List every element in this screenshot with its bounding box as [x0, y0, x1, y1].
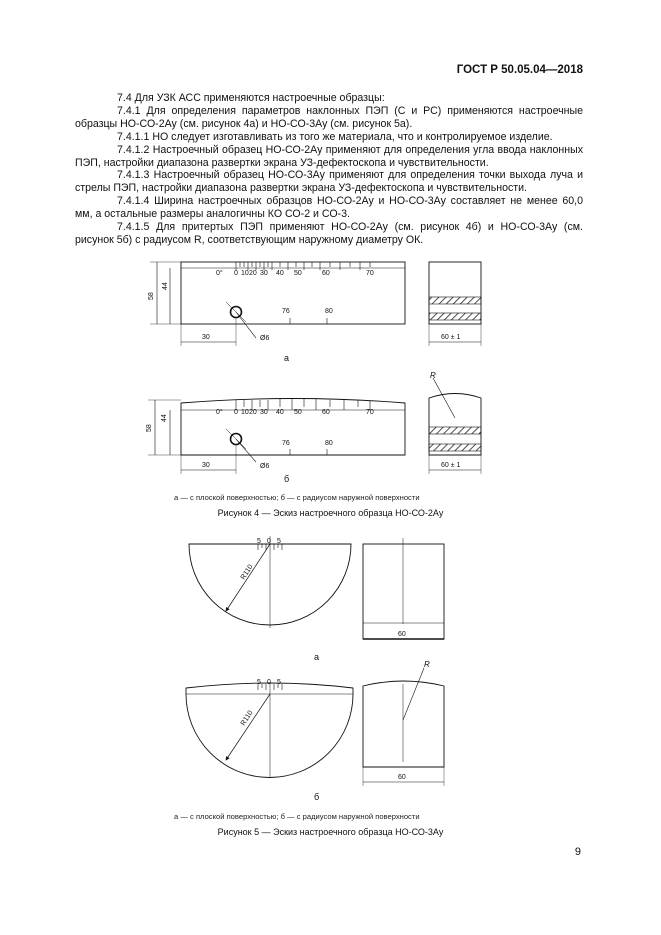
radius-label: R — [430, 371, 436, 380]
figure5a-labels — [240, 538, 406, 662]
paragraph: 7.4 Для УЗК АСС применяются настроечные образцы: — [117, 92, 385, 104]
figure4-note: а — с плоской поверхностью; б — с радиусом наружной поверхности — [174, 493, 420, 502]
dim-width: 60 — [398, 774, 406, 781]
figure-label-a: а — [314, 652, 320, 662]
scale-label: 0° — [216, 270, 223, 277]
scale-label: 5 — [257, 679, 261, 686]
scale-label: 0° — [216, 409, 223, 416]
scale-label: 60 — [322, 409, 330, 416]
dim-width: 60 — [398, 631, 406, 638]
scale-label: 20 — [249, 409, 257, 416]
scale-label: 30 — [260, 409, 268, 416]
paragraph: 7.4.1.4 Ширина настроечных образцов НО-СО-2Ау и НО-СО-3Ау составляет не менее 60,0 мм, а остальные размеры аналогичны КО СО-2 и СО-3. — [75, 195, 583, 221]
dim-height-inner: 44 — [162, 282, 169, 290]
figure5-note: а — с плоской поверхностью; б — с радиусом наружной поверхности — [174, 812, 420, 821]
paragraph: 7.4.1.2 Настроечный образец НО-СО-2Ау применяют для определения угла ввода наклонных ПЭП, настройки диапазона развертки экрана УЗ-дефектоскопа и чувствительности. — [75, 143, 583, 169]
scale-label: 70 — [366, 409, 374, 416]
scale-label: 70 — [366, 270, 374, 277]
dim-width: 60 ± 1 — [441, 462, 461, 469]
scale-label: 76 — [282, 308, 290, 315]
paragraph: 7.4.1.3 Настроечный образец НО-СО-3Ау применяют для определения точки выхода луча и стрелы ПЭП, настройки диапазона развертки экрана УЗ-дефектоскопа и чувствительности. — [75, 169, 583, 195]
scale-label: 5 — [277, 538, 281, 545]
dim-width: 60 ± 1 — [441, 334, 461, 341]
figure4b-drawing — [148, 378, 481, 474]
figure4a-labels — [148, 269, 461, 363]
dim-length: 30 — [202, 334, 210, 341]
scale-label: 40 — [276, 270, 284, 277]
paragraph: 7.4.1 Для определения параметров наклонных ПЭП (С и РС) применяются настроечные образцы НО-СО-2Ау (см. рисунок 4а) и НО-СО-3Ау (см. рисунок 5а). — [75, 104, 583, 130]
figure4b-labels — [146, 371, 461, 484]
scale-label: 5 — [257, 538, 261, 545]
scale-label: 0 — [267, 538, 271, 545]
scale-label: 60 — [322, 270, 330, 277]
figure-label-b: б — [284, 474, 290, 484]
figure-label-a: а — [284, 353, 290, 363]
scale-label: 76 — [282, 440, 290, 447]
scale-label: 50 — [294, 270, 302, 277]
dim-radius: R110 — [239, 563, 255, 582]
dim-hole: Ø6 — [260, 335, 270, 342]
scale-label: 10 — [241, 270, 249, 277]
dim-height-inner: 44 — [161, 414, 168, 422]
scale-label: 10 — [241, 409, 249, 416]
scale-label: 0 — [234, 270, 238, 277]
dim-height-outer: 58 — [148, 292, 155, 300]
dim-height-outer: 58 — [146, 424, 153, 432]
scale-label: 0 — [234, 409, 238, 416]
dim-radius: R110 — [239, 709, 255, 728]
figure5-caption: Рисунок 5 — Эскиз настроечного образца НО-СО-3Ау — [217, 827, 444, 837]
scale-label: 50 — [294, 409, 302, 416]
paragraph: 7.4.1.5 Для притертых ПЭП применяют НО-СО-2Ау (см. рисунок 4б) и НО-СО-3Ау (см. рисунок 5б) с радиусом R, соответствующим наружному диаметру ОК. — [75, 221, 583, 246]
scale-label: 20 — [249, 270, 257, 277]
scale-label: 80 — [325, 308, 333, 315]
dim-hole: Ø6 — [260, 463, 270, 470]
page-number: 9 — [574, 846, 581, 858]
figure5a-drawing — [189, 536, 444, 639]
dim-length: 30 — [202, 462, 210, 469]
paragraph: 7.4.1.1 НО следует изготавливать из того же материала, что и контролируемое изделие. — [117, 130, 553, 143]
scale-label: 30 — [260, 270, 268, 277]
figure5b-drawing — [186, 668, 444, 786]
figure4a-drawing — [150, 262, 481, 346]
radius-label: R — [424, 660, 430, 669]
scale-label: 0 — [267, 679, 271, 686]
figure-label-b: б — [314, 792, 320, 802]
scale-label: 80 — [325, 440, 333, 447]
scale-label: 5 — [277, 679, 281, 686]
figure4-caption: Рисунок 4 — Эскиз настроечного образца НО-СО-2Ау — [217, 508, 444, 518]
scale-label: 40 — [276, 409, 284, 416]
document-header: ГОСТ Р 50.05.04—2018 — [456, 64, 583, 76]
